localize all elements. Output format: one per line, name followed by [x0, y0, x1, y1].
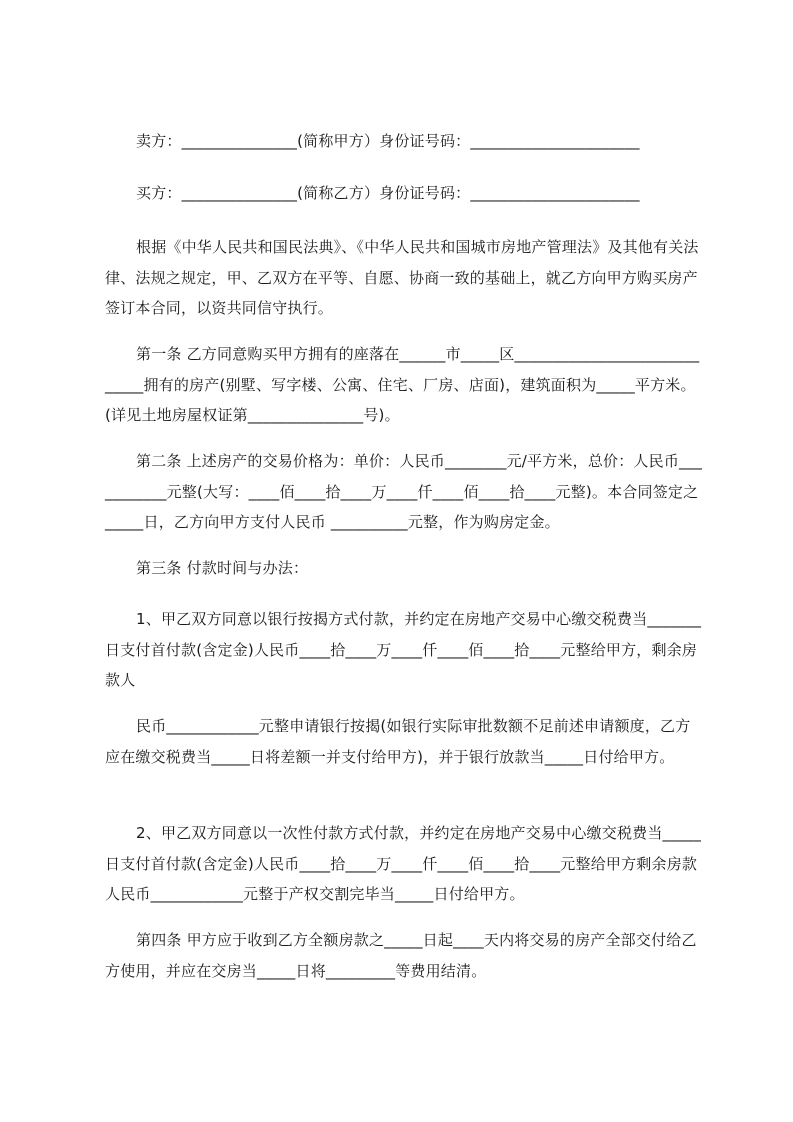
- seller-line: 卖方：_______________(简称甲方）身份证号码：______________________: [136, 132, 640, 150]
- article-2-paragraph: 第二条 上述房产的交易价格为：单价：人民币________元/平方米，总价：人民币___________元整(大写：____佰____拾____万____仟____佰____拾____元整)。本合同签定之_____日，乙方向甲方支付人民币 __________元整，作为购房定金。: [105, 452, 703, 531]
- payment-clause-2: 2、甲乙双方同意以一次性付款方式付款，并约定在房地产交易中心缴交税费当_____日支付首付款(含定金)人民币____拾____万____仟____佰____拾____元整给甲方剩余房款人民币____________元整于产权交割完毕当_____日付给甲方。: [105, 824, 702, 903]
- payment-clause-1: 1、甲乙双方同意以银行按揭方式付款，并约定在房地产交易中心缴交税费当_______日支付首付款(含定金)人民币____拾____万____仟____佰____拾____元整给甲方，剩余房款人: [105, 610, 702, 689]
- article-3-title: 第三条 付款时间与办法：: [136, 559, 309, 577]
- preamble-paragraph: 根据《中华人民共和国民法典》、《中华人民共和国城市房地产管理法》及其他有关法律、法规之规定，甲、乙双方在平等、自愿、协商一致的基础上，就乙方向甲方购买房产签订本合同，以资共同信守执行。: [105, 238, 699, 317]
- buyer-line: 买方：_______________(简称乙方）身份证号码：______________________: [136, 184, 640, 202]
- payment-clause-1-continued: 民币____________元整申请银行按揭(如银行实际审批数额不足前述申请额度，乙方应在缴交税费当_____日将差额一并支付给甲方)，并于银行放款当_____日付给甲方。: [105, 717, 691, 766]
- article-1-paragraph: 第一条 乙方同意购买甲方拥有的座落在______市_____区_____________________________拥有的房产(别墅、写字楼、公寓、住宅、厂房、店面)，建筑面积为_____平方米。(详见土地房屋权证第_______________号)。: [105, 345, 700, 424]
- article-4-paragraph: 第四条 甲方应于收到乙方全额房款之_____日起____天内将交易的房产全部交付给乙方使用，并应在交房当_____日将_________等费用结清。: [105, 931, 697, 980]
